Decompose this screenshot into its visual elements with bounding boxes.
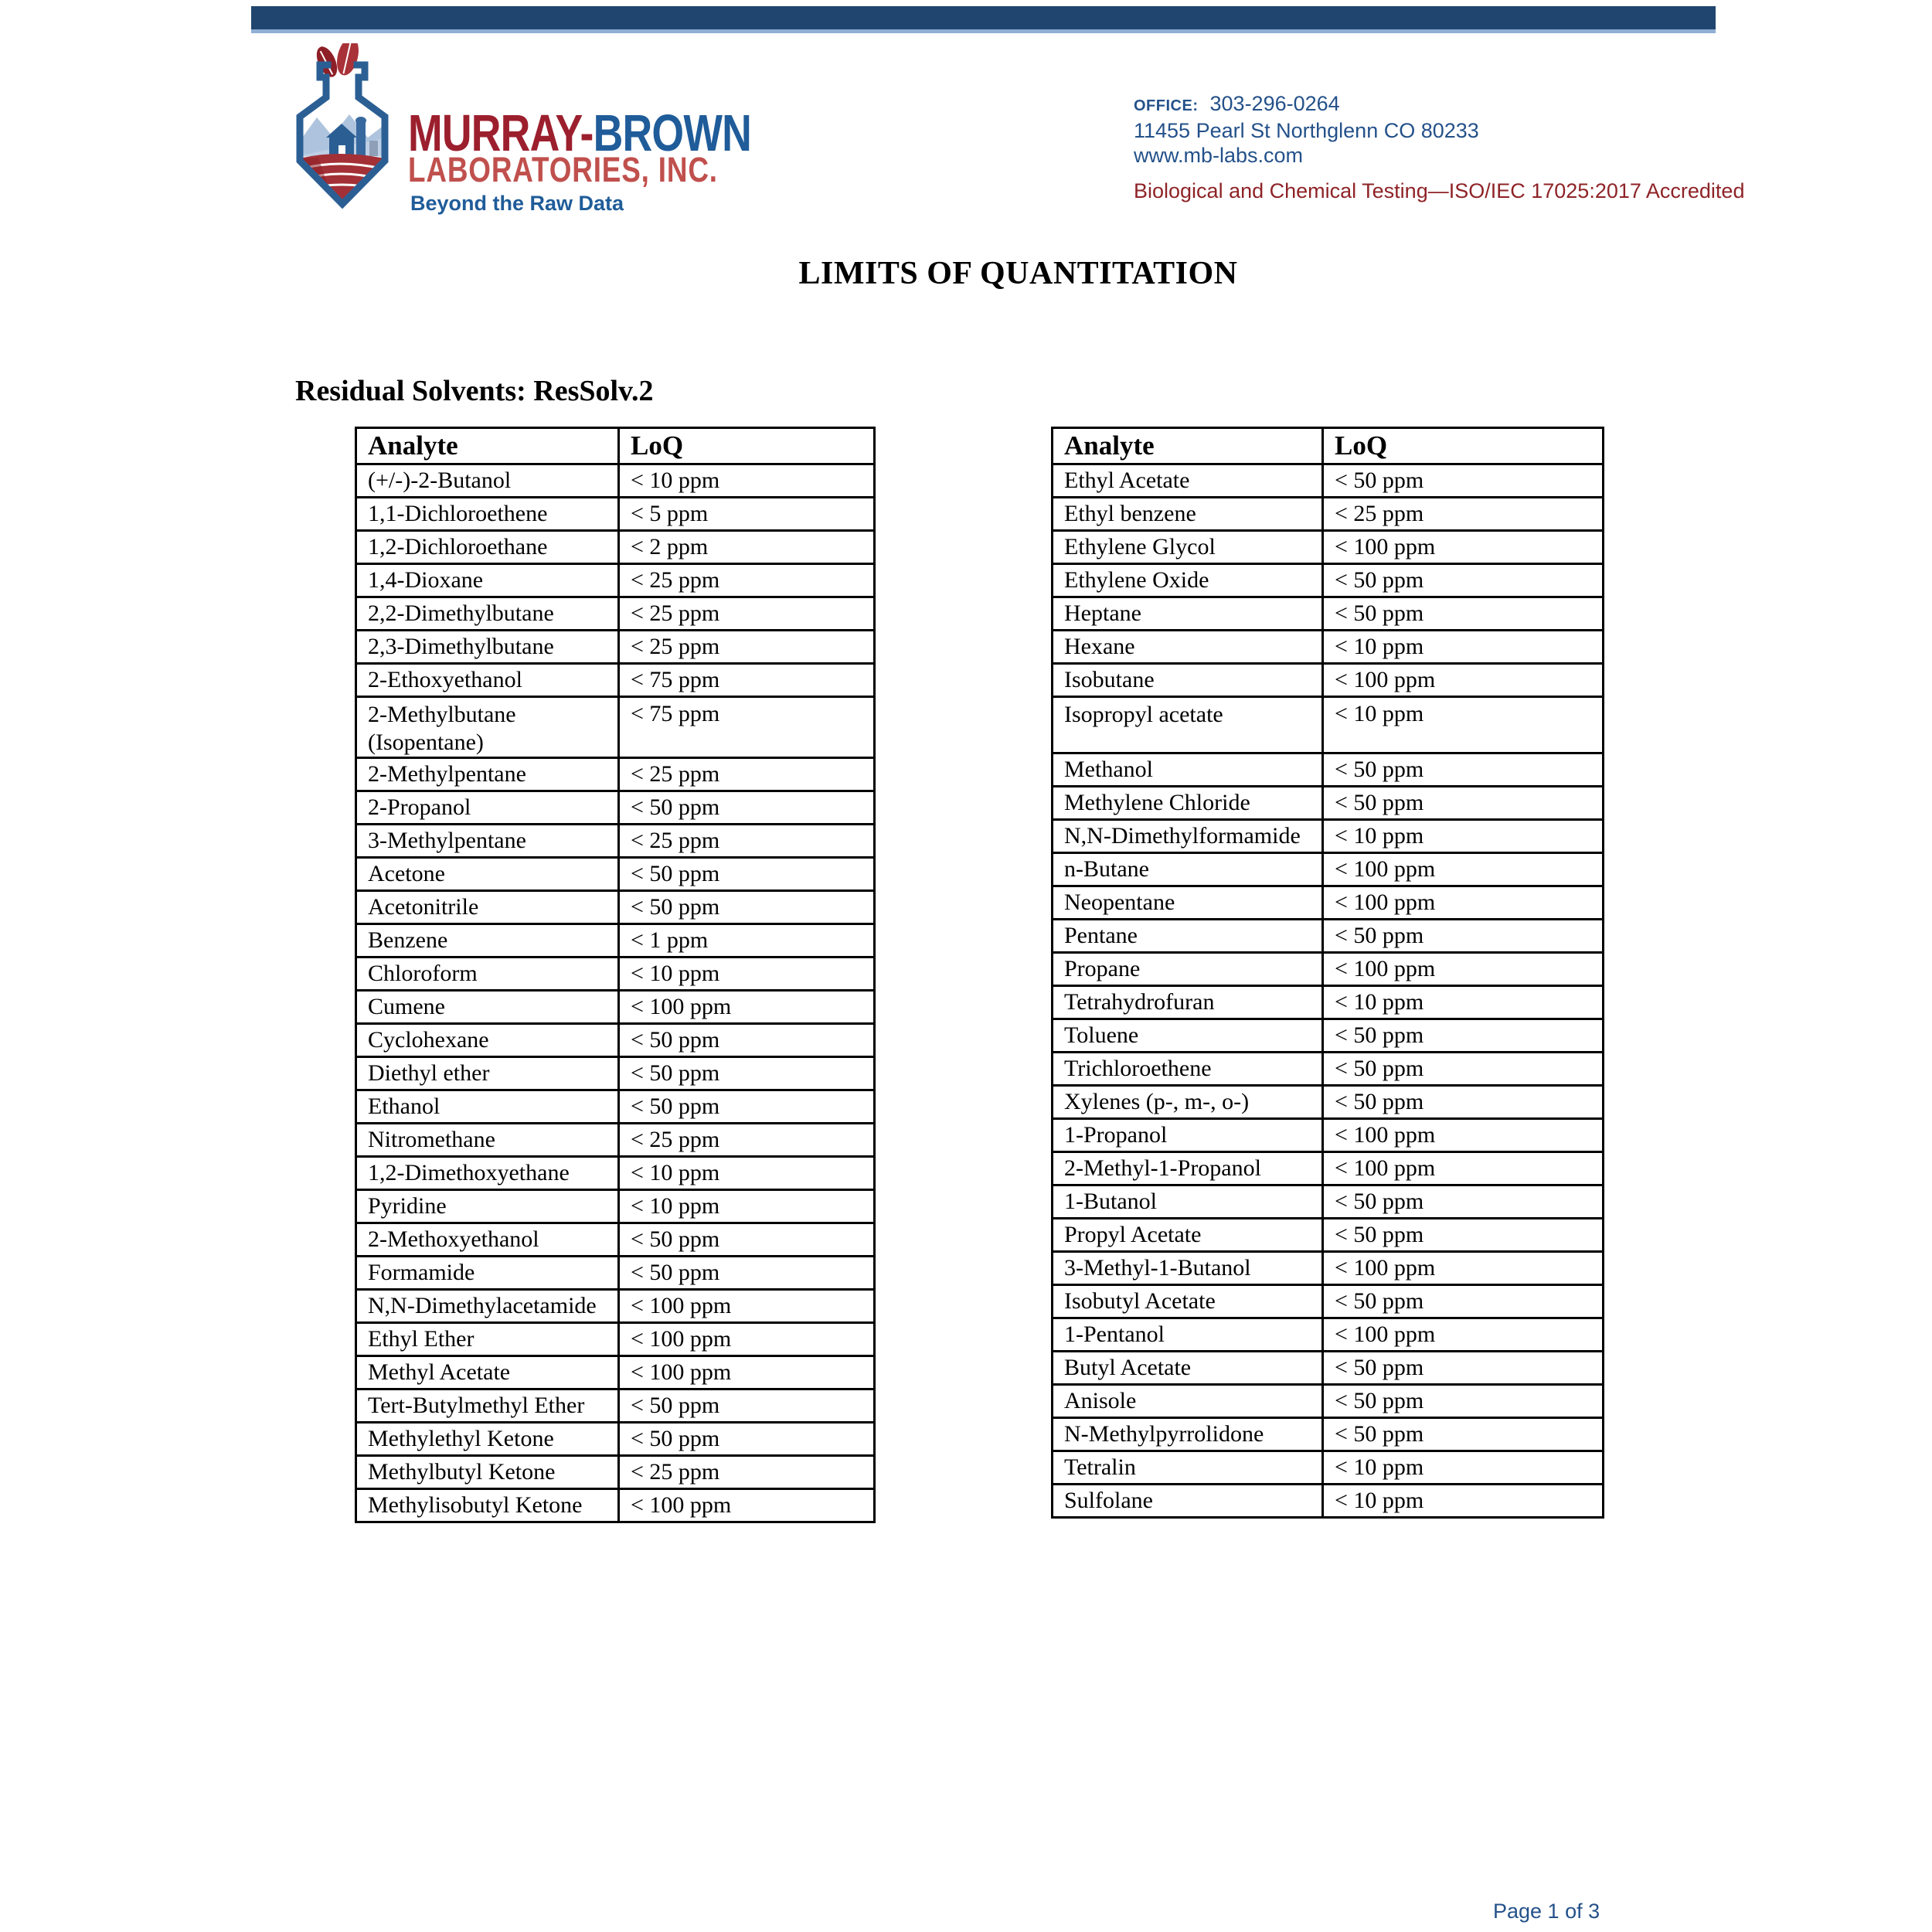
analyte-cell: Toluene (1053, 1019, 1323, 1053)
header-row (1053, 428, 1604, 464)
table-row (1053, 1185, 1604, 1219)
loq-cell: < 10 ppm (619, 464, 875, 498)
analyte-cell: Pentane (1053, 920, 1323, 953)
analyte-cell: 2,2-Dimethylbutane (356, 597, 619, 631)
analyte-cell: Chloroform (356, 957, 619, 991)
table-row (1053, 1285, 1604, 1318)
analyte-cell: Hexane (1053, 631, 1323, 664)
analyte-cell: Acetone (356, 858, 619, 891)
loq-cell: < 50 ppm (619, 1090, 875, 1124)
loq-cell: < 10 ppm (1323, 986, 1604, 1019)
analyte-cell: Trichloroethene (1053, 1053, 1323, 1086)
loq-cell: < 50 ppm (1323, 1053, 1604, 1086)
loq-header: LoQ (1323, 428, 1604, 464)
analyte-cell: Neopentane (1053, 886, 1323, 920)
loq-cell: < 50 ppm (619, 1057, 875, 1090)
table-row (1053, 564, 1604, 597)
loq-cell: < 2 ppm (619, 531, 875, 564)
office-phone-line (1134, 91, 1479, 118)
loq-cell: < 100 ppm (1323, 886, 1604, 920)
loq-cell: < 75 ppm (619, 664, 875, 697)
table-row (1053, 464, 1604, 498)
table-row (356, 1024, 875, 1057)
table-row (1053, 953, 1604, 986)
table-row (1053, 886, 1604, 920)
analyte-cell: Ethylene Glycol (1053, 531, 1323, 564)
analyte-cell: N,N-Dimethylformamide (1053, 820, 1323, 853)
analyte-cell: 3-Methylpentane (356, 825, 619, 858)
loq-cell: < 50 ppm (619, 1223, 875, 1257)
analyte-cell: Methylethyl Ketone (356, 1423, 619, 1456)
table-row (1053, 1352, 1604, 1385)
loq-cell: < 25 ppm (619, 597, 875, 631)
analyte-cell: 1-Propanol (1053, 1119, 1323, 1152)
analyte-cell: Formamide (356, 1257, 619, 1290)
loq-cell: < 5 ppm (619, 498, 875, 531)
analyte-cell: Tetralin (1053, 1451, 1323, 1485)
accreditation-line: Biological and Chemical Testing—ISO/IEC 17025:2017 Accredited (1134, 179, 1745, 202)
analyte-cell: 2,3-Dimethylbutane (356, 631, 619, 664)
analyte-header: Analyte (356, 428, 619, 464)
table-row (1053, 1152, 1604, 1185)
loq-table-right (1051, 427, 1604, 1519)
table-row (1053, 1385, 1604, 1418)
loq-cell: < 100 ppm (1323, 953, 1604, 986)
analyte-cell: Ethanol (356, 1090, 619, 1124)
analyte-cell: Methylbutyl Ketone (356, 1456, 619, 1489)
analyte-cell: 2-Ethoxyethanol (356, 664, 619, 697)
loq-cell: < 50 ppm (1323, 1285, 1604, 1318)
table-row (356, 924, 875, 957)
loq-cell: < 50 ppm (1323, 1385, 1604, 1418)
table-row (356, 631, 875, 664)
table-row (356, 891, 875, 924)
loq-cell: < 50 ppm (1323, 1019, 1604, 1053)
analyte-cell: Tetrahydrofuran (1053, 986, 1323, 1019)
loq-cell: < 100 ppm (619, 991, 875, 1024)
loq-cell: < 10 ppm (1323, 1451, 1604, 1485)
loq-cell: < 50 ppm (619, 791, 875, 825)
table-row (356, 1323, 875, 1356)
table-row (1053, 1019, 1604, 1053)
analyte-cell: 2-Propanol (356, 791, 619, 825)
table-row (356, 1090, 875, 1124)
loq-cell: < 50 ppm (619, 1257, 875, 1290)
company-name-murray: MURRAY- (408, 104, 594, 162)
analyte-cell: Propyl Acetate (1053, 1219, 1323, 1252)
loq-cell: < 50 ppm (1323, 920, 1604, 953)
analyte-cell: Cumene (356, 991, 619, 1024)
analyte-cell: 3-Methyl-1-Butanol (1053, 1252, 1323, 1285)
analyte-cell: 1-Pentanol (1053, 1318, 1323, 1352)
analyte-cell: 2-Methylpentane (356, 758, 619, 791)
table-row (1053, 1086, 1604, 1119)
loq-cell: < 50 ppm (619, 1423, 875, 1456)
analyte-cell: Isobutyl Acetate (1053, 1285, 1323, 1318)
table-row (1053, 1418, 1604, 1451)
contact-block (1134, 91, 1479, 168)
table-row (1053, 664, 1604, 697)
loq-cell: < 25 ppm (619, 631, 875, 664)
header-row (356, 428, 875, 464)
analyte-cell: Heptane (1053, 597, 1323, 631)
table-row (1053, 631, 1604, 664)
section-heading: Residual Solvents: ResSolv.2 (295, 375, 654, 407)
loq-cell: < 50 ppm (1323, 597, 1604, 631)
loq-cell: < 50 ppm (1323, 787, 1604, 820)
table-row (1053, 531, 1604, 564)
analyte-cell: 2-Methylbutane (Isopentane) (356, 697, 619, 758)
table-row (1053, 986, 1604, 1019)
table-row (1053, 1119, 1604, 1152)
analyte-cell: Nitromethane (356, 1124, 619, 1157)
analyte-cell: Isopropyl acetate (1053, 697, 1323, 753)
table-row (1053, 1252, 1604, 1285)
loq-cell: < 10 ppm (619, 957, 875, 991)
loq-cell: < 100 ppm (1323, 1252, 1604, 1285)
analyte-cell: Xylenes (p-, m-, o-) (1053, 1086, 1323, 1119)
loq-cell: < 50 ppm (1323, 1219, 1604, 1252)
loq-header: LoQ (619, 428, 875, 464)
analyte-cell: Pyridine (356, 1190, 619, 1223)
table-row (1053, 920, 1604, 953)
table-row (356, 858, 875, 891)
loq-cell: < 100 ppm (1323, 531, 1604, 564)
loq-cell: < 100 ppm (1323, 1119, 1604, 1152)
loq-cell: < 75 ppm (619, 697, 875, 758)
loq-cell: < 50 ppm (1323, 1418, 1604, 1451)
loq-cell: < 50 ppm (619, 858, 875, 891)
table-row (356, 1124, 875, 1157)
office-label: OFFICE: (1134, 97, 1199, 114)
table-row (356, 531, 875, 564)
loq-cell: < 100 ppm (1323, 664, 1604, 697)
table-row (1053, 498, 1604, 531)
loq-cell: < 10 ppm (1323, 820, 1604, 853)
analyte-cell: Propane (1053, 953, 1323, 986)
table-row (1053, 853, 1604, 886)
table-row (356, 1190, 875, 1223)
table-row (1053, 1053, 1604, 1086)
table-row (356, 1290, 875, 1323)
analyte-cell: 1-Butanol (1053, 1185, 1323, 1219)
table-row (1053, 597, 1604, 631)
analyte-cell: N-Methylpyrrolidone (1053, 1418, 1323, 1451)
analyte-cell: Butyl Acetate (1053, 1352, 1323, 1385)
table-row (356, 1456, 875, 1489)
analyte-header: Analyte (1053, 428, 1323, 464)
loq-cell: < 50 ppm (1323, 1352, 1604, 1385)
office-phone: 303-296-0264 (1209, 92, 1340, 115)
loq-cell: < 50 ppm (619, 891, 875, 924)
analyte-cell: Methyl Acetate (356, 1356, 619, 1389)
loq-cell: < 50 ppm (1323, 464, 1604, 498)
table-row (356, 597, 875, 631)
page-number: Page 1 of 3 (1493, 1900, 1600, 1923)
website-link: www.mb-labs.com (1134, 144, 1304, 167)
company-logo (291, 43, 394, 213)
analyte-cell: Ethyl Ether (356, 1323, 619, 1356)
table-row (356, 991, 875, 1024)
analyte-cell: Methylisobutyl Ketone (356, 1489, 619, 1522)
loq-cell: < 10 ppm (1323, 697, 1604, 753)
analyte-cell: 1,1-Dichloroethene (356, 498, 619, 531)
table-row (1053, 697, 1604, 753)
loq-cell: < 50 ppm (1323, 564, 1604, 597)
page-title: LIMITS OF QUANTITATION (798, 256, 1238, 291)
loq-cell: < 25 ppm (1323, 498, 1604, 531)
loq-cell: < 25 ppm (619, 564, 875, 597)
loq-cell: < 100 ppm (619, 1323, 875, 1356)
loq-cell: < 10 ppm (619, 1157, 875, 1190)
table-row (356, 825, 875, 858)
analyte-cell: (+/-)-2-Butanol (356, 464, 619, 498)
loq-cell: < 100 ppm (619, 1290, 875, 1323)
table-row (356, 1057, 875, 1090)
analyte-cell: Acetonitrile (356, 891, 619, 924)
company-tagline: Beyond the Raw Data (410, 192, 624, 215)
analyte-cell: Isobutane (1053, 664, 1323, 697)
table-row (356, 1223, 875, 1257)
analyte-cell: Tert-Butylmethyl Ether (356, 1389, 619, 1423)
analyte-cell: Ethyl benzene (1053, 498, 1323, 531)
table-row (356, 1489, 875, 1522)
analyte-cell: Sulfolane (1053, 1485, 1323, 1518)
table-row (356, 1423, 875, 1456)
table-row (1053, 1219, 1604, 1252)
loq-cell: < 10 ppm (1323, 631, 1604, 664)
analyte-cell: Cyclohexane (356, 1024, 619, 1057)
table-row (1053, 787, 1604, 820)
address-line: 11455 Pearl St Northglenn CO 80233 (1134, 119, 1479, 142)
analyte-cell: Benzene (356, 924, 619, 957)
table-row (1053, 1318, 1604, 1352)
table-row (1053, 820, 1604, 853)
analyte-cell: Methylene Chloride (1053, 787, 1323, 820)
analyte-cell: Ethylene Oxide (1053, 564, 1323, 597)
analyte-cell: Ethyl Acetate (1053, 464, 1323, 498)
loq-cell: < 1 ppm (619, 924, 875, 957)
table-row (1053, 753, 1604, 787)
analyte-cell: 1,4-Dioxane (356, 564, 619, 597)
table-row (356, 1157, 875, 1190)
loq-cell: < 100 ppm (619, 1356, 875, 1389)
silo (356, 121, 366, 156)
table-row (356, 957, 875, 991)
flask-logo-icon (291, 43, 394, 209)
company-name-brown: BROWN (593, 104, 752, 162)
loq-cell: < 25 ppm (619, 825, 875, 858)
loq-cell: < 50 ppm (619, 1024, 875, 1057)
loq-cell: < 100 ppm (1323, 853, 1604, 886)
loq-cell: < 10 ppm (1323, 1485, 1604, 1518)
analyte-cell: 1,2-Dichloroethane (356, 531, 619, 564)
analyte-cell: 2-Methyl-1-Propanol (1053, 1152, 1323, 1185)
loq-cell: < 25 ppm (619, 1456, 875, 1489)
loq-cell: < 100 ppm (1323, 1152, 1604, 1185)
loq-table-left (355, 427, 876, 1523)
analyte-cell: N,N-Dimethylacetamide (356, 1290, 619, 1323)
table-row (356, 464, 875, 498)
analyte-cell: n-Butane (1053, 853, 1323, 886)
analyte-cell: 1,2-Dimethoxyethane (356, 1157, 619, 1190)
loq-cell: < 10 ppm (619, 1190, 875, 1223)
table-row (356, 1389, 875, 1423)
table-row (356, 1356, 875, 1389)
loq-cell: < 50 ppm (1323, 753, 1604, 787)
loq-cell: < 50 ppm (1323, 1185, 1604, 1219)
company-subname: LABORATORIES, INC. (408, 150, 718, 189)
table-row (356, 498, 875, 531)
table-row (356, 758, 875, 791)
table-row (1053, 1451, 1604, 1485)
table-row (356, 564, 875, 597)
table-row (356, 791, 875, 825)
table-row (356, 1257, 875, 1290)
loq-cell: < 25 ppm (619, 1124, 875, 1157)
loq-cell: < 100 ppm (619, 1489, 875, 1522)
analyte-cell: Anisole (1053, 1385, 1323, 1418)
analyte-cell: Methanol (1053, 753, 1323, 787)
analyte-cell: Diethyl ether (356, 1057, 619, 1090)
loq-cell: < 25 ppm (619, 758, 875, 791)
loq-cell: < 50 ppm (1323, 1086, 1604, 1119)
loq-cell: < 100 ppm (1323, 1318, 1604, 1352)
table-row (356, 697, 875, 758)
top-accent-bar (251, 6, 1716, 33)
table-row (1053, 1485, 1604, 1518)
table-row (356, 664, 875, 697)
analyte-cell: 2-Methoxyethanol (356, 1223, 619, 1257)
loq-cell: < 50 ppm (619, 1389, 875, 1423)
